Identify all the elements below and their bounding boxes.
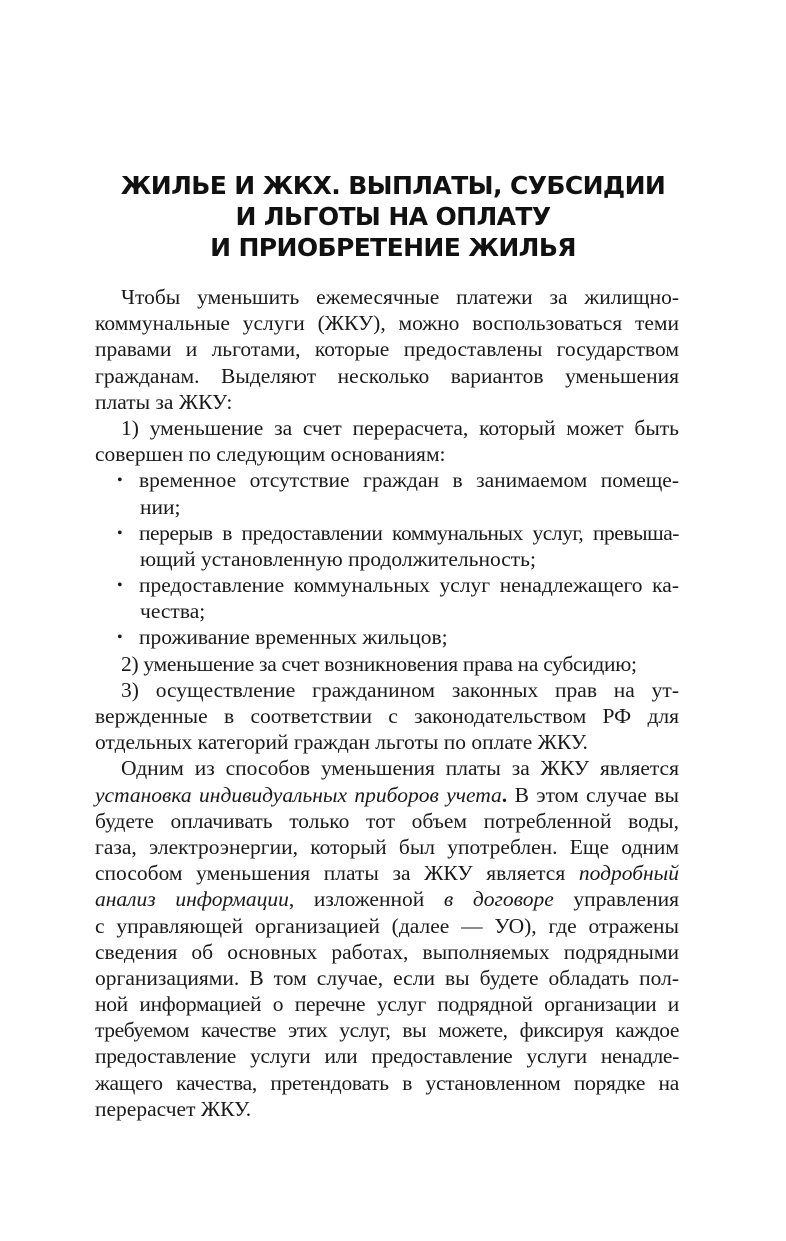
paragraph-meters — [95, 755, 679, 1122]
bullet-list — [95, 467, 679, 650]
text-line: сведения об основных работах, выполняемых подрядными — [95, 939, 679, 964]
text-line: Одним из способов уменьшения платы за ЖКУ является — [121, 756, 679, 781]
bullet-item — [95, 467, 679, 519]
text-line: отдельных категорий граждан льготы по оплате ЖКУ. — [95, 730, 588, 755]
bullet-text: проживание временных жильцов; — [139, 625, 448, 650]
intro-paragraph — [95, 284, 679, 415]
text-fragment: , изложенной — [288, 887, 444, 912]
emphasis: подробный — [578, 861, 679, 886]
chapter-title-line: ЖИЛЬЕ И ЖКХ. ВЫПЛАТЫ, СУБСИДИИ — [120, 171, 666, 200]
text-line: организациями. В том случае, если вы будете обладать пол- — [95, 965, 679, 990]
text-line: совершен по следующим основаниям: — [95, 442, 446, 467]
body-text — [95, 284, 679, 1122]
list-item-1 — [95, 415, 679, 467]
bullet-text: предоставление коммунальных услуг ненадлежащего ка- — [139, 573, 679, 598]
chapter-title-line: И ПРИОБРЕТЕНИЕ ЖИЛЬЯ — [210, 233, 576, 262]
text-line: ной информацией о перечне услуг подрядной организации и — [95, 992, 679, 1017]
text-line: коммунальные услуги (ЖКУ), можно воспользоваться теми — [95, 311, 679, 336]
emphasis: в договоре — [443, 887, 554, 912]
text-line — [95, 520, 679, 546]
text-line: вержденные в соответствии с законодательством РФ для — [95, 704, 679, 728]
bullet-item — [95, 520, 679, 572]
text-fragment: способом уменьшения платы за ЖКУ является — [95, 861, 579, 886]
bold-period: . — [501, 782, 508, 807]
text-line: будете оплачивать только тот объем потребленной воды, — [95, 808, 679, 833]
chapter-title-line: И ЛЬГОТЫ НА ОПЛАТУ — [235, 202, 551, 231]
text-line: требуемом качестве этих услуг, вы можете, фиксируя каждое — [95, 1018, 679, 1043]
text-line: с управляющей организацией (далее — УО), где отражены — [95, 913, 679, 938]
text-line: правами и льготами, которые предоставлены государством — [95, 337, 679, 362]
text-line: Чтобы уменьшить ежемесячные платежи за жилищно- — [121, 285, 679, 309]
emphasis: установка индивидуальных приборов учета — [95, 782, 502, 807]
text-line: чества; — [140, 599, 206, 624]
chapter-title — [0, 170, 786, 263]
text-line — [95, 886, 679, 912]
text-line: нии; — [140, 494, 181, 519]
bullet-text: временное отсутствие граждан в занимаемом помеще- — [139, 468, 679, 493]
text-line: предоставление услуги или предоставление услуги ненадле- — [95, 1044, 679, 1069]
bullet-icon: • — [117, 629, 123, 647]
bullet-item — [95, 624, 679, 650]
text-line: 3) осуществление гражданином законных прав на ут- — [121, 677, 679, 702]
text-line: ющий установленную продолжительность; — [140, 546, 536, 571]
text-fragment: В этом случае вы — [507, 782, 679, 807]
bullet-icon: • — [117, 524, 123, 542]
text-line: 2) уменьшение за счет возникновения права на субсидию; — [121, 651, 637, 676]
text-line: газа, электроэнергии, который был употреблен. Еще одним — [95, 834, 679, 859]
text-line — [95, 572, 679, 598]
text-line — [95, 624, 679, 650]
text-line: жащего качества, претендовать в установленном порядке на — [95, 1070, 679, 1095]
bullet-icon: • — [117, 472, 123, 490]
text-line — [95, 860, 679, 886]
bullet-text: перерыв в предоставлении коммунальных услуг, превыша- — [139, 520, 679, 545]
text-line — [95, 467, 679, 493]
list-item-3 — [95, 677, 679, 756]
emphasis: анализ информации — [95, 887, 289, 912]
text-line: гражданам. Выделяют несколько вариантов уменьшения — [95, 363, 679, 388]
text-line — [95, 782, 679, 808]
bullet-icon: • — [117, 577, 123, 595]
text-line: перерасчет ЖКУ. — [95, 1096, 252, 1121]
bullet-item — [95, 572, 679, 624]
list-item-2 — [95, 651, 679, 677]
text-line: 1) уменьшение за счет перерасчета, который может быть — [121, 415, 679, 440]
text-line: платы за ЖКУ: — [95, 389, 233, 414]
text-fragment: управления — [553, 887, 679, 912]
